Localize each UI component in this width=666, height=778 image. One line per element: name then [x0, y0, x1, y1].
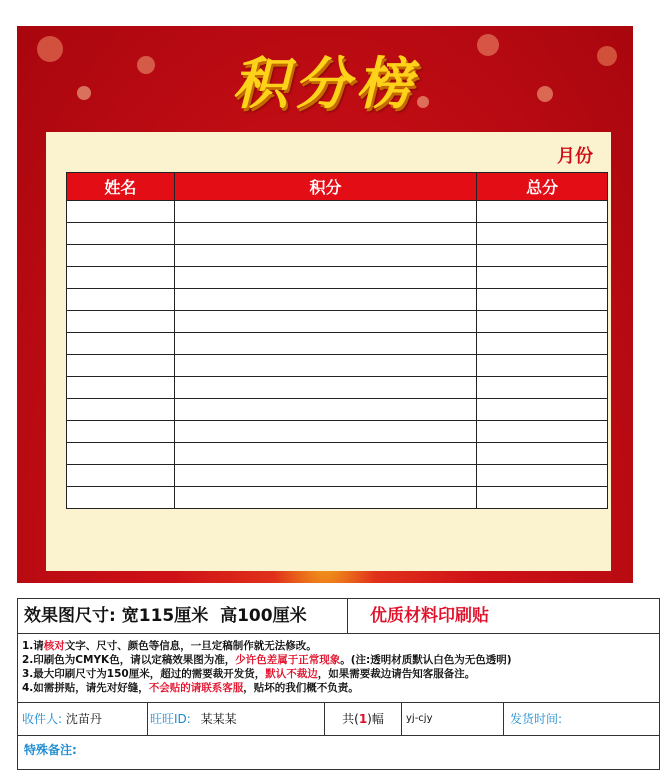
table-cell	[477, 289, 608, 311]
count-prefix: 共(	[342, 712, 359, 726]
notes-list	[22, 639, 658, 695]
table-cell	[67, 223, 175, 245]
table-row	[67, 443, 608, 465]
table-cell	[174, 289, 476, 311]
table-cell	[477, 223, 608, 245]
table-cell	[174, 311, 476, 333]
note-text: ，如果需要裁边请告知客服备注。	[317, 668, 476, 680]
note-text: 少许色差属于正常现象	[235, 654, 341, 666]
month-label: 月份	[557, 146, 593, 167]
note-text: 3.最大印刷尺寸为150厘米，超过的需要裁开发货，	[22, 668, 266, 680]
note-text: 1.请	[22, 640, 44, 652]
table-cell	[477, 201, 608, 223]
note-text: ，贴坏的我们概不负责。	[243, 682, 359, 694]
table-cell	[174, 377, 476, 399]
size-row	[18, 599, 659, 634]
size-width: 宽115厘米	[121, 606, 209, 626]
note-text: 不会贴的请联系客服	[148, 682, 244, 694]
table-cell	[67, 311, 175, 333]
count-value: 1	[358, 712, 368, 726]
table-cell	[67, 333, 175, 355]
table-row	[67, 355, 608, 377]
count-suffix: )幅	[367, 712, 384, 726]
table-row	[67, 487, 608, 509]
note-text: 2.印刷色为CMYK色，请以定稿效果图为准，	[22, 654, 236, 666]
table-row	[67, 399, 608, 421]
table-row	[67, 289, 608, 311]
ship-time-cell: 发货时间:	[510, 712, 563, 726]
code-cell: yj-cjy	[402, 703, 504, 735]
table-cell	[67, 421, 175, 443]
poster-title: 积分榜	[232, 52, 418, 117]
table-cell	[477, 355, 608, 377]
size-prefix: 效果图尺寸:	[24, 606, 116, 626]
wangwang-value: 某某某	[200, 712, 237, 726]
note-text: 。(注:透明材质默认白色为无色透明)	[340, 654, 512, 666]
note-line	[22, 681, 658, 695]
table-cell	[67, 289, 175, 311]
recipient-label: 收件人:	[22, 712, 63, 726]
table-cell	[174, 355, 476, 377]
material-label: 优质材料印刷贴	[370, 606, 489, 626]
table-cell	[67, 355, 175, 377]
header-points: 积分	[174, 173, 476, 201]
table-cell	[477, 245, 608, 267]
table-row	[67, 465, 608, 487]
table-cell	[477, 487, 608, 509]
table-cell	[477, 443, 608, 465]
table-row	[67, 333, 608, 355]
table-cell	[174, 245, 476, 267]
table-cell	[477, 333, 608, 355]
note-text: 4.如需拼贴，请先对好缝，	[22, 682, 149, 694]
size-height: 高100厘米	[220, 606, 307, 626]
table-cell	[67, 487, 175, 509]
table-cell	[477, 465, 608, 487]
table-cell	[67, 465, 175, 487]
recipient-cell	[22, 703, 148, 735]
order-fields-row	[18, 702, 659, 736]
table-cell	[67, 399, 175, 421]
table-cell	[174, 223, 476, 245]
table-cell	[477, 421, 608, 443]
score-panel	[46, 132, 611, 571]
table-cell	[174, 487, 476, 509]
table-cell	[174, 443, 476, 465]
table-cell	[174, 267, 476, 289]
note-text: 核对	[43, 640, 65, 652]
table-row	[67, 201, 608, 223]
wangwang-label: 旺旺ID:	[150, 712, 191, 726]
score-table	[66, 172, 608, 509]
note-text: 文字、尺寸、颜色等信息，一旦定稿制作就无法修改。	[64, 640, 317, 652]
table-row	[67, 267, 608, 289]
size-cell	[18, 599, 348, 633]
table-cell	[174, 399, 476, 421]
table-cell	[67, 201, 175, 223]
table-row	[67, 311, 608, 333]
table-cell	[477, 311, 608, 333]
special-notes-label: 特殊备注:	[24, 743, 77, 757]
note-text: 默认不裁边	[265, 668, 318, 680]
table-row	[67, 223, 608, 245]
table-cell	[477, 267, 608, 289]
note-line	[22, 667, 658, 681]
table-cell	[67, 245, 175, 267]
table-cell	[67, 267, 175, 289]
table-cell	[174, 421, 476, 443]
table-row	[67, 421, 608, 443]
table-cell	[174, 333, 476, 355]
recipient-value: 沈苗丹	[65, 712, 102, 726]
header-total: 总分	[477, 173, 608, 201]
note-line	[22, 653, 658, 667]
table-cell	[174, 465, 476, 487]
header-name: 姓名	[67, 173, 175, 201]
table-cell	[477, 399, 608, 421]
table-cell	[174, 201, 476, 223]
table-cell	[477, 377, 608, 399]
note-line	[22, 639, 658, 653]
table-row	[67, 377, 608, 399]
wangwang-cell	[148, 703, 325, 735]
table-header-row	[67, 173, 608, 201]
count-cell	[325, 703, 402, 735]
table-cell	[67, 377, 175, 399]
table-row	[67, 245, 608, 267]
table-cell	[67, 443, 175, 465]
order-info-box	[17, 598, 660, 770]
leaderboard-poster	[17, 26, 633, 583]
